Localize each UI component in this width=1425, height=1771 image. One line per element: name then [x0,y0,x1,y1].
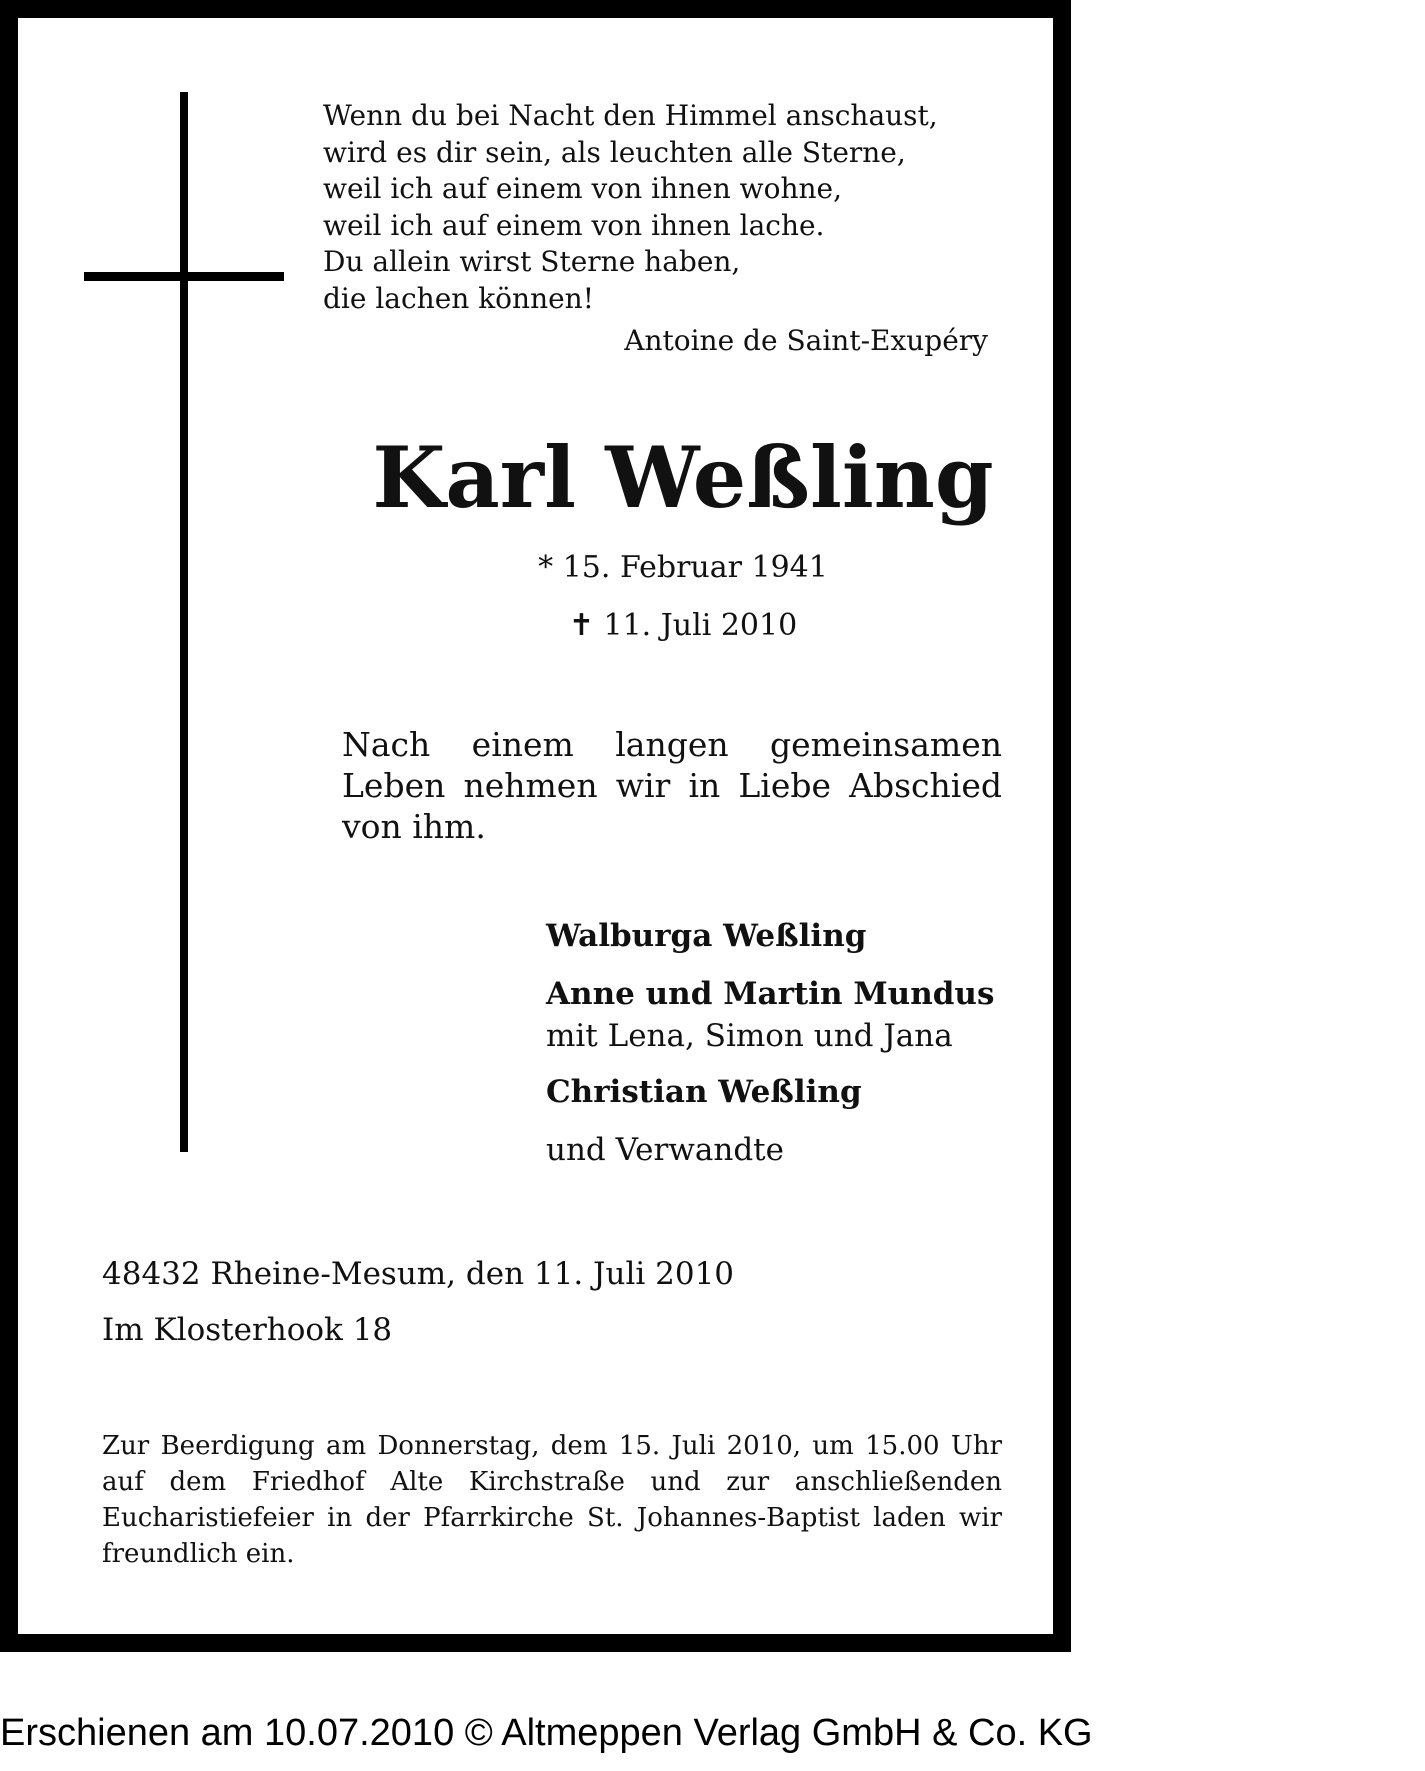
poem-author: Antoine de Saint-Exupéry [624,324,988,357]
publication-footer: Erschienen am 10.07.2010 © Altmeppen Verlag GmbH & Co. KG [0,1712,1093,1754]
death-date: ✝ 11. Juli 2010 [568,608,798,643]
birth-date: * 15. Februar 1941 [538,550,828,585]
farewell-text: Nach einem langen gemeinsamen Leben nehmen wir in Liebe Abschied von ihm. [342,725,1002,846]
poem-line: die lachen können! [323,281,594,315]
poem-line: Wenn du bei Nacht den Himmel anschaust, [323,99,938,132]
deceased-name: Karl Weßling [372,428,994,527]
family-member: Christian Weßling [546,1074,862,1110]
cross-icon [180,92,188,1152]
family-member: Walburga Weßling [546,918,867,954]
address-place-date: 48432 Rheine-Mesum, den 11. Juli 2010 [102,1256,735,1292]
poem-line: weil ich auf einem von ihnen lache. [323,208,825,242]
poem-line: Du allein wirst Sterne haben, [323,245,741,278]
address-street: Im Klosterhook 18 [102,1312,393,1348]
poem-block [323,98,1003,357]
poem-line: weil ich auf einem von ihnen wohne, [323,172,842,205]
family-member-children: mit Lena, Simon und Jana [546,1018,953,1054]
funeral-invitation: Zur Beerdigung am Donnerstag, dem 15. Juli 2010, um 15.00 Uhr auf dem Friedhof Alte Kirchstraße und zur anschließenden Eucharistiefeier in der Pfarrkirche St. Johannes-Baptist laden wir freundlich ein. [102,1431,1002,1569]
family-relatives: und Verwandte [546,1132,784,1168]
poem-line: wird es dir sein, als leuchten alle Sterne, [323,135,906,169]
family-member: Anne und Martin Mundus [546,976,995,1012]
cross-icon-crossbar [84,272,284,281]
